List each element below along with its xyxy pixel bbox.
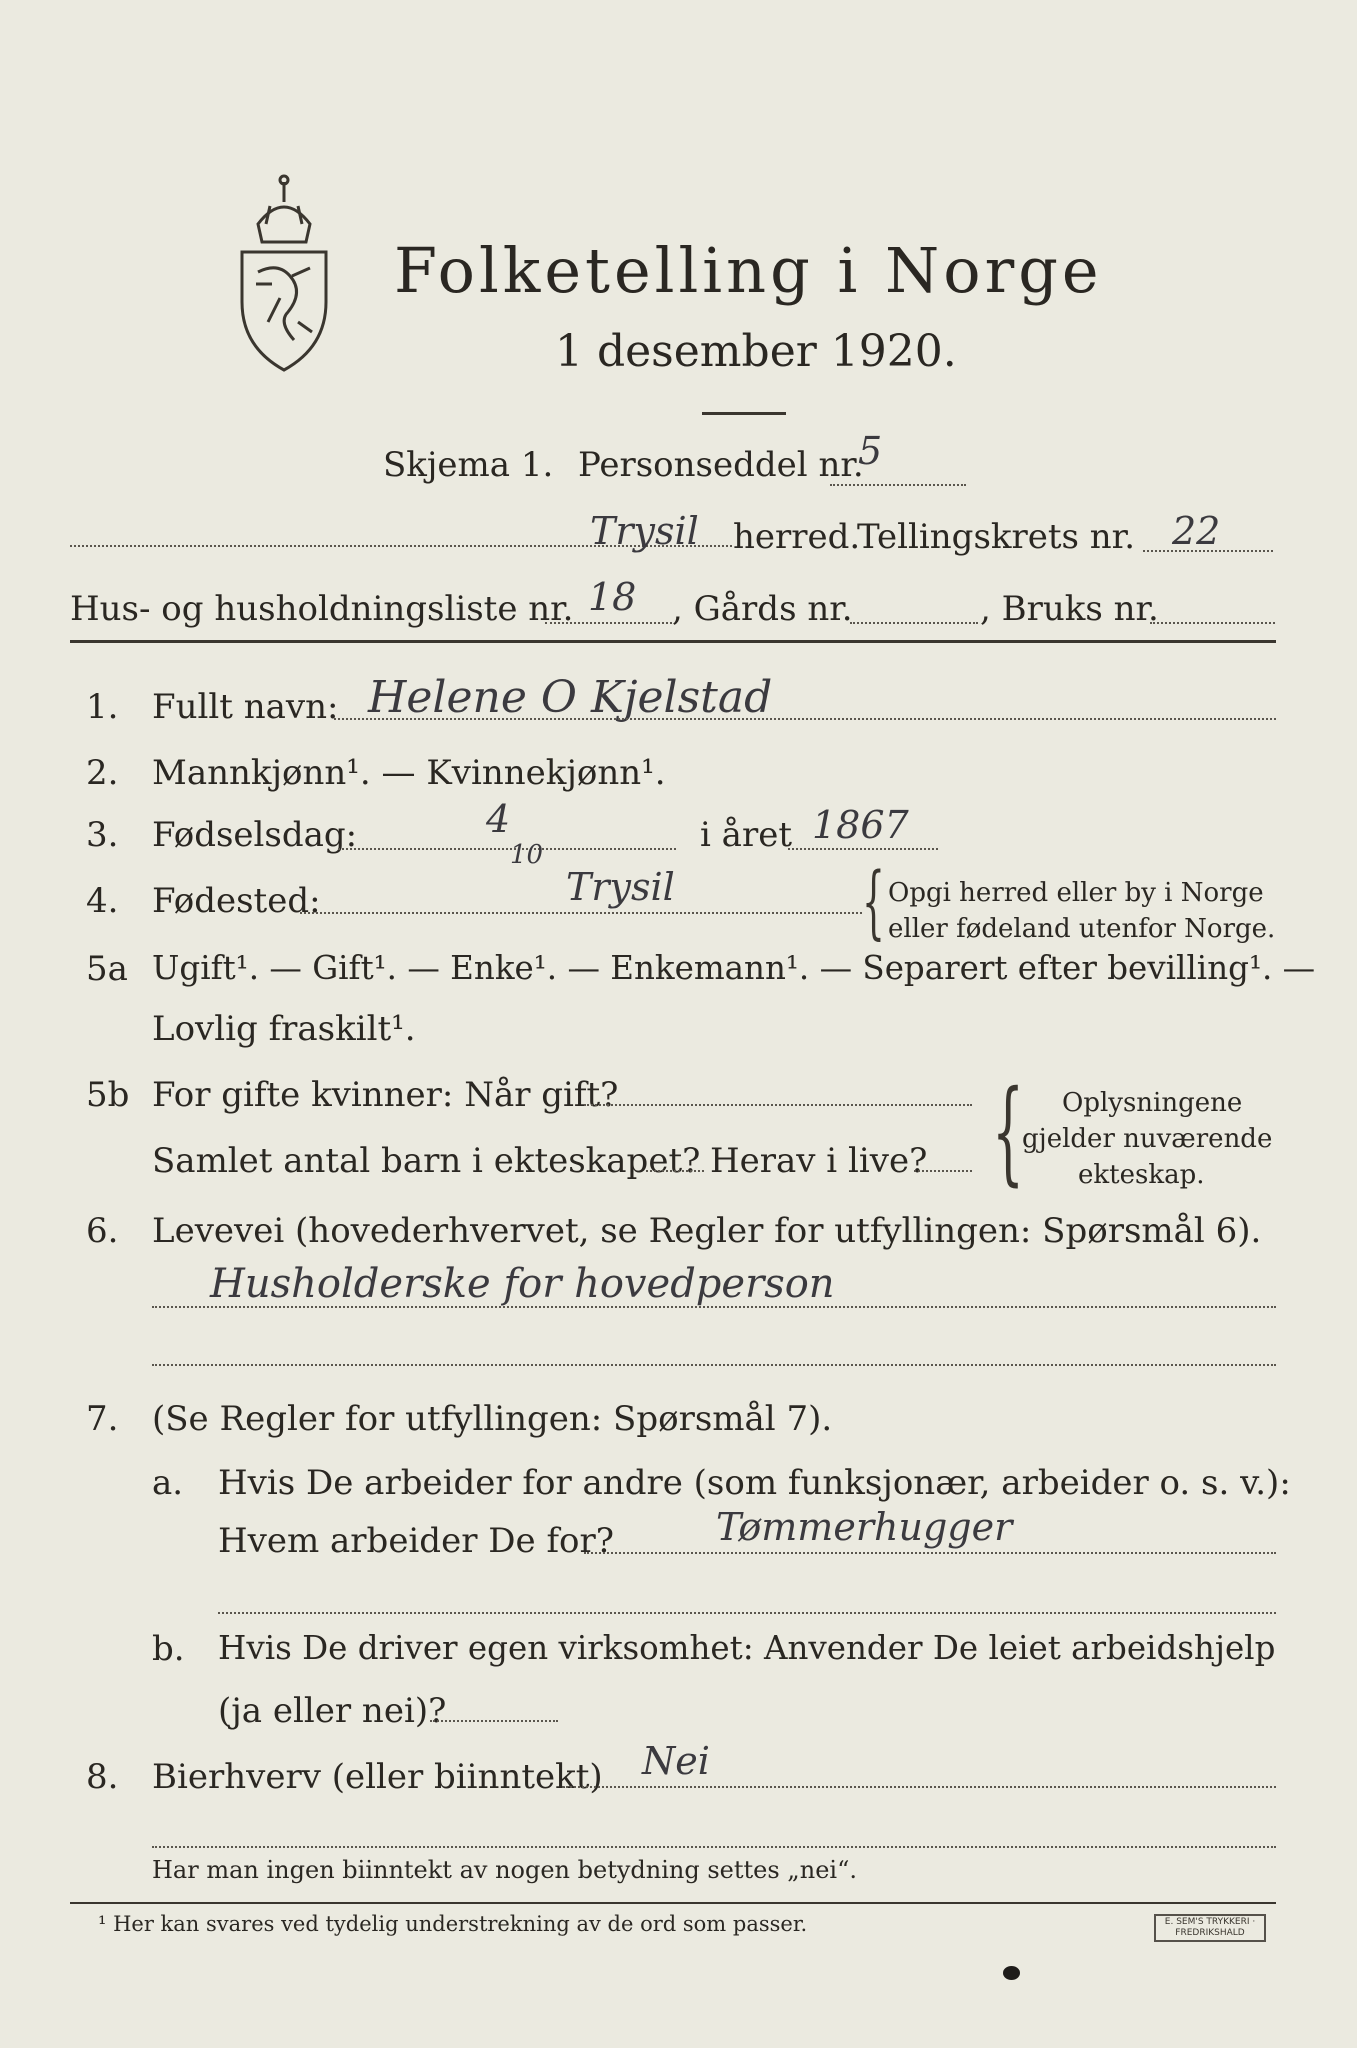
husliste-value: 18 (588, 575, 637, 619)
footnote: ¹ Her kan svares ved tydelig understrekning av de ord som passer. (98, 1912, 808, 1936)
field-3-line (338, 848, 676, 850)
field-5b-number: 5b (86, 1075, 130, 1115)
herred-value: Trysil (590, 509, 699, 553)
field-6-label: Levevei (hovederhvervet, se Regler for utfyllingen: Spørsmål 6). (152, 1211, 1262, 1251)
personseddel-label: Personseddel nr. (578, 445, 864, 485)
ink-blot (1003, 1966, 1020, 1980)
field-7a-line-2: Hvem arbeider De for? (218, 1521, 614, 1561)
field-5a-line-2: Lovlig fraskilt¹. (152, 1009, 416, 1049)
header-divider (70, 640, 1276, 643)
field-5b-children-label: Samlet antal barn i ekteskapet? (152, 1141, 701, 1181)
field-3-label: Fødselsdag: (152, 815, 358, 855)
herred-label: herred. (733, 517, 861, 557)
bruks-label: , Bruks nr. (980, 589, 1159, 629)
field-5b-brace: { (992, 1067, 1025, 1197)
field-8-line-b (152, 1846, 1276, 1848)
gards-label: , Gårds nr. (672, 589, 853, 629)
field-7b-line-2: (ja eller nei)? (218, 1691, 447, 1731)
field-8-line-a (562, 1786, 1276, 1788)
field-5b-alive-line (914, 1170, 972, 1172)
field-7b-line-1: Hvis De driver egen virksomhet: Anvender De leiet arbeidshjelp (218, 1629, 1276, 1667)
field-4-value: Trysil (566, 865, 675, 909)
field-5b-line-1: For gifte kvinner: Når gift? (152, 1075, 619, 1115)
field-5b-children-line (646, 1170, 704, 1172)
field-5b-note-1: Oplysningene (1062, 1088, 1243, 1118)
field-4-brace: { (862, 855, 885, 948)
field-5b-note-2: gjelder nuværende (1022, 1124, 1273, 1154)
field-6-line-1 (152, 1306, 1276, 1308)
field-2-label: Mannkjønn¹. — Kvinnekjønn¹. (152, 753, 666, 793)
field-4-label: Fødested: (152, 881, 321, 921)
field-7a-letter: a. (152, 1463, 184, 1503)
field-4-note-1: Opgi herred eller by i Norge (888, 878, 1264, 908)
field-7a-value: Tømmerhugger (716, 1505, 1013, 1549)
husliste-label: Hus- og husholdningsliste nr. (70, 589, 574, 629)
field-5b-married-line (584, 1104, 972, 1106)
field-3-day: 4 (486, 797, 511, 841)
field-2-number: 2. (86, 753, 119, 793)
printer-stamp: E. SEM'S TRYKKERI · FREDRIKSHALD (1154, 1914, 1266, 1942)
field-7a-line-a (584, 1552, 1276, 1554)
field-5a-line-1: Ugift¹. — Gift¹. — Enke¹. — Enkemann¹. — Separert efter bevilling¹. — (152, 949, 1316, 987)
field-5b-note-3: ekteskap. (1078, 1160, 1205, 1190)
field-4-number: 4. (86, 881, 119, 921)
field-1-value: Helene O Kjelstad (368, 672, 773, 723)
form-title: Folketelling i Norge (394, 234, 1103, 307)
title-divider (702, 412, 786, 415)
field-6-line-2 (152, 1364, 1276, 1366)
field-8-value: Nei (642, 1739, 710, 1783)
tellingskrets-label: Tellingskrets nr. (857, 517, 1136, 557)
field-4-line (300, 912, 862, 914)
field-8-label: Bierhverv (eller biinntekt) (152, 1757, 603, 1797)
field-1-label: Fullt navn: (152, 687, 339, 727)
field-6-value: Husholderske for hovedperson (210, 1261, 835, 1307)
field-1-line (334, 718, 1276, 720)
field-1-number: 1. (86, 687, 119, 727)
field-5b-alive-label: Herav i live? (710, 1141, 928, 1181)
field-7b-line (430, 1720, 558, 1722)
footnote-divider (70, 1902, 1276, 1904)
gards-line (850, 622, 978, 624)
field-3-number: 3. (86, 815, 119, 855)
field-7-number: 7. (86, 1399, 119, 1439)
field-7a-line-b (218, 1612, 1276, 1614)
field-3-month: 10 (510, 840, 544, 870)
field-5a-number: 5a (86, 949, 128, 989)
field-8-number: 8. (86, 1757, 119, 1797)
field-6-number: 6. (86, 1211, 119, 1251)
field-8-note: Har man ingen biinntekt av nogen betydning settes „nei“. (152, 1856, 857, 1884)
field-7-label: (Se Regler for utfyllingen: Spørsmål 7). (152, 1399, 833, 1439)
field-4-note-2: eller fødeland utenfor Norge. (888, 914, 1276, 944)
skjema-label: Skjema 1. (383, 445, 554, 485)
husliste-line (545, 622, 672, 624)
bruks-line (1150, 622, 1275, 624)
tellingskrets-value: 22 (1172, 509, 1221, 553)
personseddel-line (830, 484, 966, 486)
personseddel-value: 5 (858, 429, 883, 473)
field-3-year-label: i året (700, 815, 792, 855)
field-7a-line-1: Hvis De arbeider for andre (som funksjonær, arbeider o. s. v.): (218, 1463, 1291, 1503)
field-7b-letter: b. (152, 1629, 185, 1669)
norwegian-coat-of-arms-icon (228, 172, 340, 372)
field-3-year: 1867 (812, 803, 909, 847)
field-3-year-line (788, 848, 938, 850)
census-date: 1 desember 1920. (555, 326, 957, 377)
